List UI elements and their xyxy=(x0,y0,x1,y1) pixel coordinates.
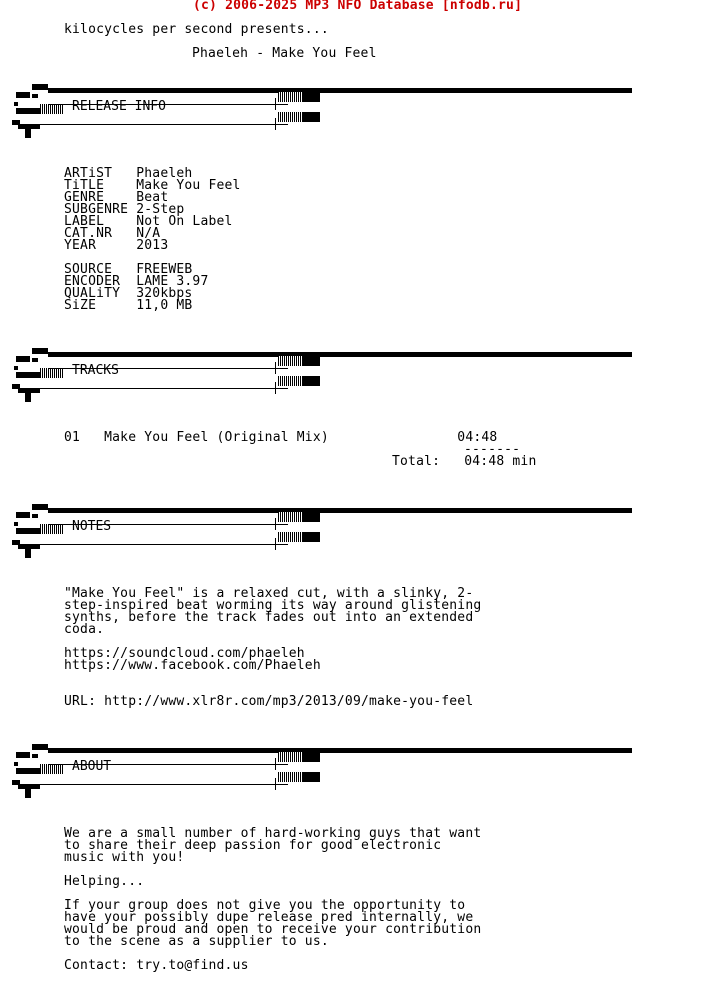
banner-dither xyxy=(302,376,320,386)
ascii-art xyxy=(32,94,38,98)
ascii-art xyxy=(32,358,38,362)
ascii-art xyxy=(16,528,40,534)
intro-text: kilocycles per second presents... xyxy=(64,22,329,37)
about-line: music with you! xyxy=(64,850,185,865)
source-line: QUALiTY 320kbps xyxy=(64,286,193,301)
ascii-art xyxy=(16,768,40,774)
about-line: We are a small number of hard-working guys that want xyxy=(64,826,482,841)
section-banner-notes xyxy=(10,504,632,566)
section-title: ABOUT xyxy=(72,759,112,774)
source-line: SOURCE FREEWEB xyxy=(64,262,193,277)
banner-tick xyxy=(275,118,276,130)
section-banner-about xyxy=(10,744,632,806)
info-line: CAT.NR N/A xyxy=(64,226,161,241)
banner-tick xyxy=(275,382,276,394)
about-line: to share their deep passion for good electronic xyxy=(64,838,442,853)
banner-line xyxy=(38,784,288,785)
banner-tick xyxy=(275,362,276,374)
ascii-art xyxy=(16,512,30,518)
ascii-art xyxy=(16,372,40,378)
banner-bar xyxy=(48,748,632,753)
ascii-art xyxy=(14,522,18,526)
contact-line: Contact: try.to@find.us xyxy=(64,958,249,973)
track-total-divider: ------- xyxy=(464,442,521,457)
notes-line: coda. xyxy=(64,622,105,637)
link-facebook: https://www.facebook.com/Phaeleh xyxy=(64,658,321,673)
ascii-art xyxy=(32,504,48,510)
section-title: RELEASE INFO xyxy=(72,99,166,114)
ascii-art xyxy=(14,366,18,370)
ascii-art xyxy=(25,788,31,798)
notes-line: synths, before the track fades out into an extended xyxy=(64,610,474,625)
ascii-art xyxy=(14,762,18,766)
ascii-art xyxy=(16,356,30,362)
section-title: NOTES xyxy=(72,519,112,534)
banner-dither xyxy=(302,112,320,122)
ascii-art xyxy=(32,754,38,758)
banner-dither xyxy=(302,92,320,102)
ascii-art xyxy=(16,752,30,758)
ascii-art xyxy=(32,514,38,518)
source-line: SiZE 11,0 MB xyxy=(64,298,193,313)
notes-line: "Make You Feel" is a relaxed cut, with a slinky, 2- xyxy=(64,586,474,601)
ascii-art xyxy=(25,128,31,138)
ascii-art xyxy=(32,744,48,750)
info-line: GENRE Beat xyxy=(64,190,169,205)
banner-tick xyxy=(275,518,276,530)
track-total: Total: 04:48 min xyxy=(392,454,537,469)
source-line: ENCODER LAME 3.97 xyxy=(64,274,209,289)
ascii-art xyxy=(40,524,64,534)
about-line: If your group does not give you the opportunity to xyxy=(64,898,466,913)
ascii-art xyxy=(32,348,48,354)
banner-dither xyxy=(302,356,320,366)
section-banner-release-info xyxy=(10,84,632,146)
ascii-art xyxy=(16,108,40,114)
info-line: TiTLE Make You Feel xyxy=(64,178,241,193)
ascii-art xyxy=(40,104,64,114)
section-banner-tracks xyxy=(10,348,632,410)
info-line: LABEL Not On Label xyxy=(64,214,233,229)
banner-dither xyxy=(302,532,320,542)
banner-dither xyxy=(302,512,320,522)
site-header: (c) 2006-2025 MP3 NFO Database [nfodb.ru] xyxy=(193,0,523,13)
banner-tick xyxy=(275,98,276,110)
ascii-art xyxy=(25,548,31,558)
ascii-art xyxy=(32,84,48,90)
release-title: Phaeleh - Make You Feel xyxy=(192,46,377,61)
ascii-art xyxy=(16,92,30,98)
ascii-art xyxy=(25,392,31,402)
banner-tick xyxy=(275,778,276,790)
banner-bar xyxy=(48,508,632,513)
about-helping: Helping... xyxy=(64,874,145,889)
info-line: YEAR 2013 xyxy=(64,238,169,253)
section-title: TRACKS xyxy=(72,363,119,378)
ascii-art xyxy=(14,102,18,106)
info-line: SUBGENRE 2-Step xyxy=(64,202,185,217)
track-row: 01 Make You Feel (Original Mix) 04:48 xyxy=(64,430,498,445)
about-line: to the scene as a supplier to us. xyxy=(64,934,329,949)
banner-dither xyxy=(302,752,320,762)
banner-dither xyxy=(302,772,320,782)
link-soundcloud: https://soundcloud.com/phaeleh xyxy=(64,646,305,661)
about-line: would be proud and open to receive your contribution xyxy=(64,922,482,937)
banner-line xyxy=(38,544,288,545)
banner-line xyxy=(38,388,288,389)
banner-tick xyxy=(275,758,276,770)
source-url: URL: http://www.xlr8r.com/mp3/2013/09/make-you-feel xyxy=(64,694,474,709)
banner-bar xyxy=(48,88,632,93)
banner-tick xyxy=(275,538,276,550)
notes-line: step-inspired beat worming its way around glistening xyxy=(64,598,482,613)
info-line: ARTiST Phaeleh xyxy=(64,166,193,181)
ascii-art xyxy=(40,764,64,774)
about-line: have your possibly dupe release pred internally, we xyxy=(64,910,474,925)
banner-bar xyxy=(48,352,632,357)
ascii-art xyxy=(40,368,64,378)
banner-line xyxy=(38,124,288,125)
